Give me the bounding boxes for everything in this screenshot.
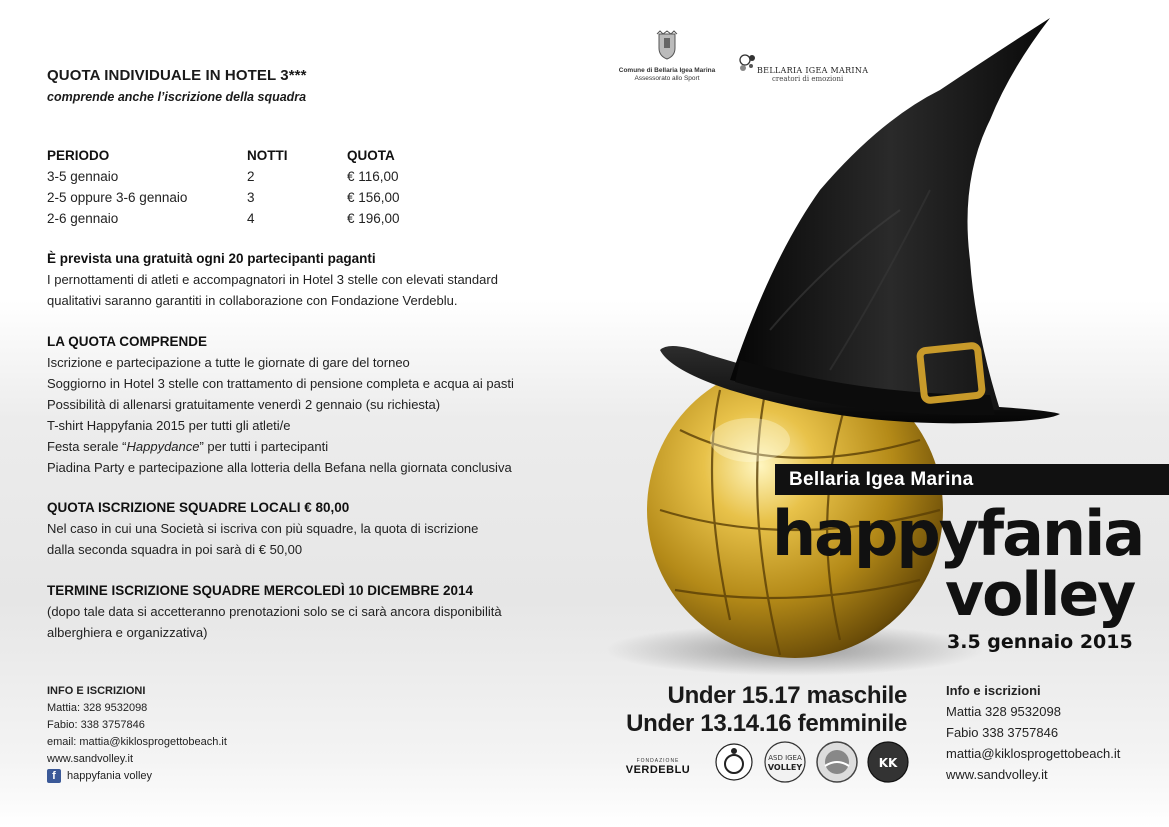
table-cell: € 156,00 bbox=[347, 190, 400, 205]
info-fabio: Fabio: 338 3757846 bbox=[47, 719, 145, 731]
table-row bbox=[47, 166, 467, 187]
under-male: Under 15.17 maschile bbox=[667, 682, 907, 709]
club-emblem-logo-icon bbox=[815, 740, 859, 784]
comprende-line: Iscrizione e partecipazione a tutte le giornate di gare del torneo bbox=[47, 355, 410, 370]
info-mattia: Mattia: 328 9532098 bbox=[47, 702, 148, 714]
comprende-section bbox=[47, 331, 514, 478]
sport-circle-logo-icon bbox=[714, 742, 754, 782]
info-right-mattia: Mattia 328 9532098 bbox=[946, 704, 1061, 719]
table-cell: 2-5 oppure 3-6 gennaio bbox=[47, 190, 188, 205]
termine-line: alberghiera e organizzativa) bbox=[47, 625, 208, 640]
comprende-heading: LA QUOTA COMPRENDE bbox=[47, 334, 207, 349]
bim-logo-line1: BELLARIA IGEA MARINA bbox=[757, 66, 869, 75]
verdeblu-small: FONDAZIONE bbox=[636, 758, 680, 764]
festa-em: Happydance bbox=[126, 439, 200, 454]
table-cell: 3-5 gennaio bbox=[47, 169, 119, 184]
table-row bbox=[47, 187, 467, 208]
comprende-line: Piadina Party e partecipazione alla lotteria della Befana nella giornata conclusiva bbox=[47, 460, 512, 475]
event-date: 3.5 gennaio 2015 bbox=[947, 631, 1133, 653]
table-header-row bbox=[47, 145, 467, 166]
facebook-icon: f bbox=[47, 769, 61, 783]
comprende-line: Possibilità di allenarsi gratuitamente venerdì 2 gennaio (su richiesta) bbox=[47, 397, 441, 412]
comprende-line-festa bbox=[47, 436, 514, 457]
table-cell: 2 bbox=[247, 169, 255, 184]
locali-heading: QUOTA ISCRIZIONE SQUADRE LOCALI € 80,00 bbox=[47, 500, 350, 515]
table-cell: 4 bbox=[247, 211, 255, 226]
under-categories bbox=[600, 682, 907, 738]
locali-line: dalla seconda squadra in poi sarà di € 50,00 bbox=[47, 542, 303, 557]
table-cell: € 196,00 bbox=[347, 211, 400, 226]
termine-line: (dopo tale data si accetteranno prenotazioni solo se ci sarà ancora disponibilità bbox=[47, 604, 502, 619]
asd-igea-volley-logo-icon bbox=[763, 740, 807, 784]
comune-logo-line2: Assessorato allo Sport bbox=[634, 75, 700, 82]
kiklos-logo-icon bbox=[866, 740, 910, 784]
comprende-line: T-shirt Happyfania 2015 per tutti gli atleti/e bbox=[47, 418, 291, 433]
info-right-web[interactable]: www.sandvolley.it bbox=[946, 767, 1048, 782]
title-happyfania: happyfania bbox=[772, 497, 1144, 570]
festa-pre: Festa serale “ bbox=[47, 439, 127, 454]
termine-heading: TERMINE ISCRIZIONE SQUADRE MERCOLEDÌ 10 DICEMBRE 2014 bbox=[47, 583, 474, 598]
info-right-email[interactable]: mattia@kiklosprogettobeach.it bbox=[946, 746, 1121, 761]
locali-section bbox=[47, 497, 478, 560]
comprende-line: Soggiorno in Hotel 3 stelle con trattamento di pensione completa e acqua ai pasti bbox=[47, 376, 514, 391]
verdeblu-name: VERDEBLU bbox=[625, 764, 691, 776]
header-quota: QUOTA bbox=[347, 148, 395, 163]
price-table bbox=[47, 145, 467, 229]
location-banner: Bellaria Igea Marina bbox=[775, 464, 1169, 495]
table-cell: € 116,00 bbox=[347, 169, 399, 184]
quota-title: QUOTA INDIVIDUALE IN HOTEL 3*** bbox=[47, 67, 307, 84]
facebook-label: happyfania volley bbox=[67, 770, 153, 782]
title-volley: volley bbox=[945, 560, 1135, 630]
info-right-heading: Info e iscrizioni bbox=[946, 683, 1041, 698]
table-row bbox=[47, 208, 467, 229]
header-notti: NOTTI bbox=[247, 148, 288, 163]
gratuita-section bbox=[47, 248, 498, 311]
under-female: Under 13.14.16 femminile bbox=[626, 710, 907, 737]
locali-line: Nel caso in cui una Società si iscriva con più squadre, la quota di iscrizione bbox=[47, 521, 479, 536]
svg-text:VOLLEY: VOLLEY bbox=[767, 763, 803, 772]
info-right bbox=[946, 680, 1120, 785]
gratuita-line: I pernottamenti di atleti e accompagnatori in Hotel 3 stelle con elevati standard bbox=[47, 272, 498, 287]
comune-logo-line1: Comune di Bellaria Igea Marina bbox=[618, 67, 716, 74]
quota-subtitle: comprende anche l’iscrizione della squadra bbox=[47, 90, 307, 104]
bim-logo-line2: creatori di emozioni bbox=[772, 75, 844, 83]
header-periodo: PERIODO bbox=[47, 148, 110, 163]
info-heading: INFO E ISCRIZIONI bbox=[47, 685, 146, 697]
info-left bbox=[47, 683, 227, 785]
verdeblu-logo bbox=[618, 758, 698, 776]
svg-text:ASD IGEA: ASD IGEA bbox=[768, 754, 802, 762]
table-cell: 3 bbox=[247, 190, 255, 205]
info-web[interactable]: www.sandvolley.it bbox=[47, 753, 133, 765]
termine-section bbox=[47, 580, 502, 643]
gratuita-line: qualitativi saranno garantiti in collaborazione con Fondazione Verdeblu. bbox=[47, 293, 458, 308]
gratuita-heading: È prevista una gratuità ogni 20 partecipanti paganti bbox=[47, 251, 376, 266]
info-right-fabio: Fabio 338 3757846 bbox=[946, 725, 1059, 740]
info-email[interactable]: email: mattia@kiklosprogettobeach.it bbox=[47, 736, 227, 748]
svg-text:KK: KK bbox=[878, 756, 898, 770]
table-cell: 2-6 gennaio bbox=[47, 211, 119, 226]
facebook-link[interactable] bbox=[47, 768, 227, 785]
festa-post: ” per tutti i partecipanti bbox=[199, 439, 329, 454]
